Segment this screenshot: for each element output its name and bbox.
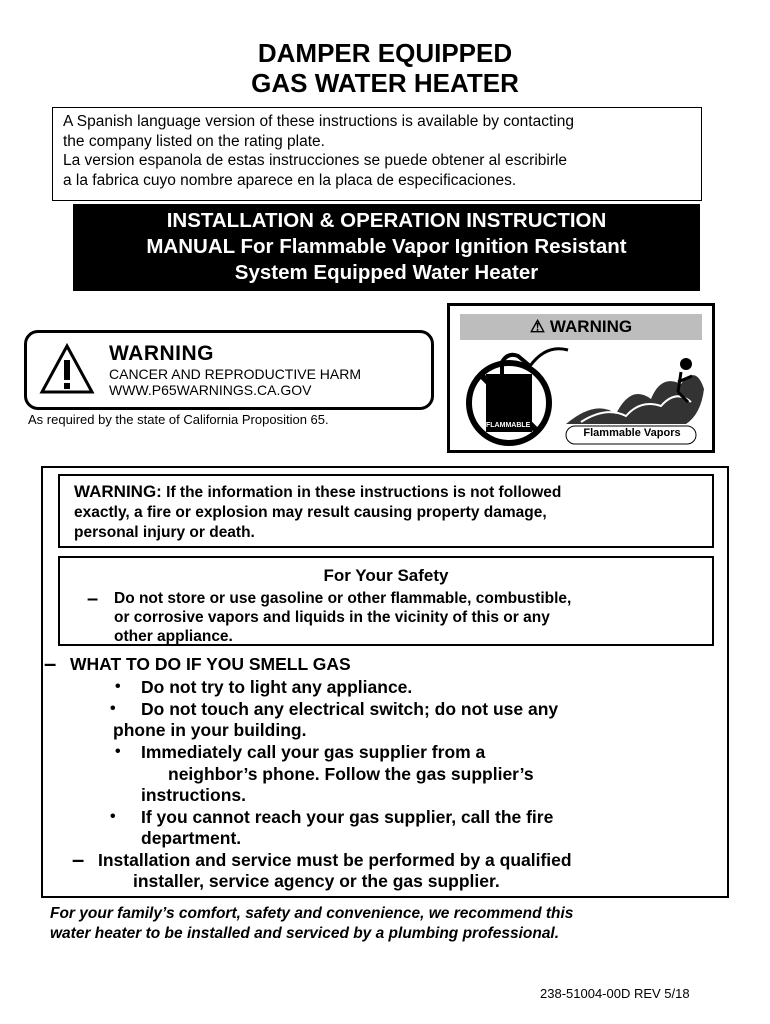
smell-gas-step-3c: instructions. (141, 785, 247, 805)
safety-text (114, 589, 704, 646)
prop65-title: WARNING (109, 342, 214, 365)
flammable-vapors-sign (447, 303, 715, 453)
flammable-sign-header (460, 314, 702, 340)
fire-warning-line-3: personal injury or death. (74, 524, 255, 541)
installation-note-a: Installation and service must be performed by a qualified (98, 850, 572, 870)
professional-install-note (50, 904, 730, 944)
for-your-safety-box (58, 556, 714, 646)
manual-banner-line-2: MANUAL For Flammable Vapor Ignition Resistant (146, 235, 627, 258)
prop65-note: As required by the state of California Proposition 65. (28, 412, 329, 427)
dash-bullet: – (87, 588, 99, 610)
title-line-2: GAS WATER HEATER (251, 68, 519, 98)
warning-triangle-icon: ⚠ (529, 317, 546, 336)
document-number: 238-51004-00D REV 5/18 (540, 986, 690, 1001)
safety-line-2: or corrosive vapors and liquids in the vicinity of this or any (114, 609, 550, 626)
professional-note-line-2: water heater to be installed and serviced by a plumbing professional. (50, 925, 560, 942)
smell-gas-step-4a: If you cannot reach your gas supplier, call the fire (141, 807, 554, 827)
fire-warning-line-1-text: If the information in these instructions is not followed (161, 484, 562, 501)
fire-warning-line-1 (74, 482, 698, 503)
safety-line-1: Do not store or use gasoline or other flammable, combustible, (114, 590, 572, 607)
smell-gas-step-1: Do not try to light any appliance. (141, 677, 413, 697)
prop65-line-2: WWW.P65WARNINGS.CA.GOV (109, 382, 312, 398)
spanish-notice (52, 107, 702, 201)
page-title (0, 38, 770, 98)
smell-gas-step-3a: Immediately call your gas supplier from a (141, 742, 486, 762)
prop65-warning (24, 330, 434, 430)
smell-gas-step-4b: department. (141, 828, 242, 848)
bullet-dot: • (115, 743, 121, 760)
manual-banner (73, 204, 700, 291)
spanish-notice-en-2: the company listed on the rating plate. (63, 132, 325, 150)
dash-bullet: – (72, 847, 85, 872)
spanish-notice-es-1: La version espanola de estas instrucciones se puede obtener al escribirle (63, 152, 568, 169)
manual-banner-line-3: System Equipped Water Heater (234, 261, 539, 284)
smell-gas-step-2b: phone in your building. (113, 720, 307, 740)
bullet-dot: • (115, 678, 121, 695)
fire-warning-lead: WARNING: (74, 482, 162, 501)
smell-gas-step-2a: Do not touch any electrical switch; do not use any (141, 699, 559, 719)
title-line-1: DAMPER EQUIPPED (257, 38, 513, 68)
flammable-vapors-caption: Flammable Vapors (583, 427, 681, 439)
bullet-dot: • (110, 700, 116, 717)
spanish-notice-en-1: A Spanish language version of these instructions is available by contacting (63, 113, 574, 130)
spanish-notice-es-2: a la fabrica cuyo nombre aparece en la placa de especificaciones. (63, 171, 517, 189)
professional-note-line-1: For your family’s comfort, safety and convenience, we recommend this (50, 905, 574, 922)
safety-line-3: other appliance. (114, 628, 233, 645)
fire-warning-line-2: exactly, a fire or explosion may result causing property damage, (74, 504, 547, 521)
smell-gas-step-3b: neighbor’s phone. Follow the gas supplier’s (168, 764, 534, 784)
prop65-line-1: CANCER AND REPRODUCTIVE HARM (109, 366, 362, 382)
warning-triangle-icon (39, 343, 95, 395)
dash-bullet: – (44, 651, 57, 676)
installation-note-b: installer, service agency or the gas supplier. (133, 871, 500, 891)
smell-gas-heading: WHAT TO DO IF YOU SMELL GAS (70, 654, 351, 674)
gas-can-label: FLAMMABLE (486, 422, 531, 429)
manual-banner-line-1: INSTALLATION & OPERATION INSTRUCTION (166, 209, 607, 232)
flame-icon (566, 358, 704, 424)
safety-title: For Your Safety (323, 566, 449, 585)
fire-explosion-warning (58, 474, 714, 548)
bullet-dot: • (110, 808, 116, 825)
flammable-sign-header-text: WARNING (549, 317, 633, 336)
